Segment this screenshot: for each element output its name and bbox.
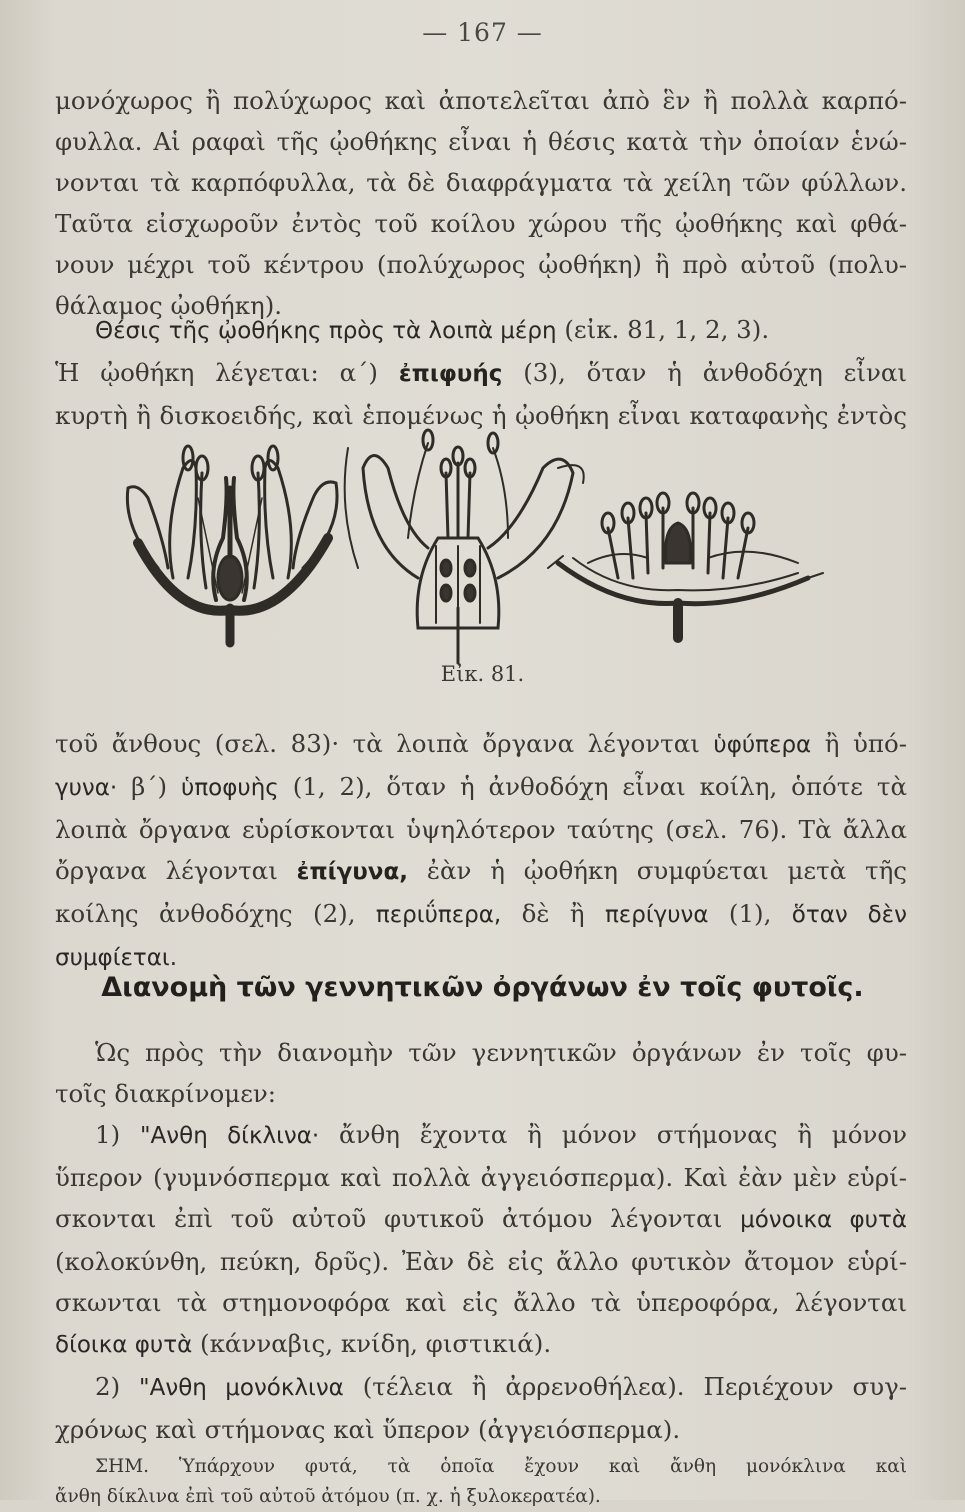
list-item-2-line bbox=[55, 1366, 907, 1409]
term-hypophyes: ὑποφυὴς bbox=[181, 775, 279, 801]
term-periypera: περιΰπερα, bbox=[375, 902, 502, 928]
subsection-heading: Θέσις τῆς ᾠοθήκης πρὸς τὰ λοιπὰ μέρη bbox=[95, 318, 557, 344]
flower-cross-sections-illustration bbox=[118, 428, 888, 668]
text-line bbox=[55, 893, 907, 936]
text-fragment: ὄργανα λέγονται bbox=[55, 856, 278, 885]
text-line: ὕπερον (γυμνόσπερμα καὶ πολλὰ ἀγγειόσπερμα). Καὶ ἐὰν μὲν εὑρί- bbox=[55, 1163, 907, 1192]
text-fragment: ὅταν δὲν bbox=[791, 902, 907, 928]
term-dioika: δίοικα φυτὰ bbox=[55, 1332, 193, 1358]
middle-paragraph bbox=[55, 723, 907, 979]
subsection-heading-line bbox=[55, 309, 907, 352]
text-fragment: ἄνθη ἔχοντα ἢ μόνον στήμονας ἢ μόνον bbox=[339, 1120, 908, 1149]
flower-figure-2 bbox=[345, 430, 584, 663]
list-number: 2) bbox=[95, 1372, 121, 1401]
text-fragment: κοίλης ἀνθοδόχης (2), bbox=[55, 899, 356, 928]
distribution-section bbox=[55, 1032, 907, 1512]
text-fragment: β΄) bbox=[131, 772, 168, 801]
section-heading: Διανομὴ τῶν γεννητικῶν ὀργάνων ἐν τοῖς φυτοῖς. bbox=[101, 972, 864, 1003]
flower-diagram-svg bbox=[118, 428, 888, 668]
text-line: τοῖς διακρίνομεν: bbox=[55, 1079, 277, 1108]
text-fragment: Ἡ ᾠοθήκη λέγεται: α΄) bbox=[55, 358, 378, 387]
ovary-position-section bbox=[55, 309, 907, 436]
text-line: λοιπὰ ὄργανα εὑρίσκονται ὑψηλότερον ταύτης (σελ. 76). Τὰ ἄλλα bbox=[55, 815, 907, 844]
text-line: Ὡς πρὸς τὴν διανομὴν τῶν γεννητικῶν ὀργάνων ἐν τοῖς φυ- bbox=[95, 1038, 907, 1067]
text-fragment: (1), bbox=[728, 899, 772, 928]
text-line bbox=[55, 850, 907, 893]
figure-caption: Εἰκ. 81. bbox=[440, 662, 525, 686]
text-line: νονται τὰ καρπόφυλλα, τὰ δὲ διαφράγματα τὰ χείλη τῶν φύλλων. bbox=[55, 168, 907, 197]
figure-reference: (εἰκ. 81, 1, 2, 3). bbox=[564, 315, 770, 344]
term-perigyna: περίγυνα bbox=[604, 902, 709, 928]
text-line bbox=[55, 1323, 907, 1366]
term-epigyna: ἐπίγυνα, bbox=[296, 859, 409, 885]
text-line: σκωνται τὰ στημονοφόρα καὶ εἰς ἄλλο τὰ ὑπεροφόρα, λέγονται bbox=[55, 1288, 907, 1317]
text-line: (κολοκύνθη, πεύκη, δρῦς). Ἐὰν δὲ εἰς ἄλλο φυτικὸν ἄτομον εὑρί- bbox=[55, 1247, 907, 1276]
text-line bbox=[55, 766, 907, 809]
list-number: 1) bbox=[95, 1120, 121, 1149]
text-fragment: (τέλεια ἢ ἀρρενοθήλεα). Περιέχουν συγ- bbox=[362, 1372, 908, 1401]
term-symphietai: συμφίεται. bbox=[55, 945, 178, 971]
term-monoklina: "Ανθη μονόκλινα bbox=[139, 1375, 344, 1401]
text-line: Ταῦτα εἰσχωροῦν ἐντὸς τοῦ κοίλου χώρου τῆς ᾠοθήκης καὶ φθά- bbox=[55, 209, 907, 238]
flower-figure-3 bbox=[548, 493, 823, 638]
text-line: φυλλα. Αἱ ραφαὶ τῆς ᾠοθήκης εἶναι ἡ θέσις κατὰ τὴν ὁποίαν ἑνώ- bbox=[55, 127, 907, 156]
term-hyphypera: ὑφύπερα bbox=[713, 732, 812, 758]
text-fragment: ἢ ὑπό- bbox=[824, 729, 907, 758]
term-monoika: μόνοικα φυτὰ bbox=[740, 1207, 907, 1233]
text-line: θάλαμος ᾠοθήκη). bbox=[55, 291, 283, 320]
text-fragment: σκονται ἐπὶ τοῦ αὐτοῦ φυτικοῦ ἀτόμου λέγονται bbox=[55, 1204, 723, 1233]
top-paragraph bbox=[55, 80, 907, 326]
text-line: χρόνως καὶ στήμονας καὶ ὕπερον (ἀγγειόσπερμα). bbox=[55, 1415, 681, 1444]
text-line bbox=[55, 1198, 907, 1241]
text-fragment: (κάνναβις, κνίδη, φιστικιά). bbox=[200, 1329, 552, 1358]
list-item-1-line bbox=[55, 1114, 907, 1157]
text-fragment: δὲ ἢ bbox=[521, 899, 585, 928]
note-line: ἄνθη δίκλινα ἐπὶ τοῦ αὐτοῦ ἀτόμου (π. χ. ἡ ξυλοκερατέα). bbox=[55, 1486, 601, 1507]
text-fragment: (1, 2), ὅταν ἡ ἀνθοδόχη εἶναι κοίλη, ὁπότε τὰ bbox=[292, 772, 907, 801]
note-line: ΣΗΜ. Ὑπάρχουν φυτά, τὰ ὁποῖα ἔχουν καὶ ἄνθη μονόκλινα καὶ bbox=[95, 1456, 907, 1477]
text-line: μονόχωρος ἢ πολύχωρος καὶ ἀποτελεῖται ἀπὸ ἓν ἢ πολλὰ καρπό- bbox=[55, 86, 907, 115]
term-hypogyna: γυνα· bbox=[55, 775, 118, 801]
term-diklina: "Ανθη δίκλινα· bbox=[139, 1123, 320, 1149]
text-line bbox=[55, 723, 907, 766]
flower-figure-1 bbox=[127, 446, 337, 643]
term-epiphyes: ἐπιφυής bbox=[398, 361, 503, 387]
text-fragment: τοῦ ἄνθους (σελ. 83)· τὰ λοιπὰ ὄργανα λέγονται bbox=[55, 729, 700, 758]
text-line: κυρτὴ ἢ δισκοειδής, καὶ ἑπομένως ἡ ᾠοθήκη εἶναι καταφανὴς ἐντὸς bbox=[55, 401, 907, 430]
page-number: — 167 — bbox=[422, 18, 543, 47]
text-line: νουν μέχρι τοῦ κέντρου (πολύχωρος ᾠοθήκη) ἢ πρὸ αὐτοῦ (πολυ- bbox=[55, 250, 907, 279]
text-line bbox=[55, 352, 907, 395]
text-fragment: (3), ὅταν ἡ ἀνθοδόχη εἶναι bbox=[523, 358, 907, 387]
note-block bbox=[55, 1452, 907, 1512]
text-fragment: ἐὰν ἡ ᾠοθήκη συμφύεται μετὰ τῆς bbox=[426, 856, 907, 885]
